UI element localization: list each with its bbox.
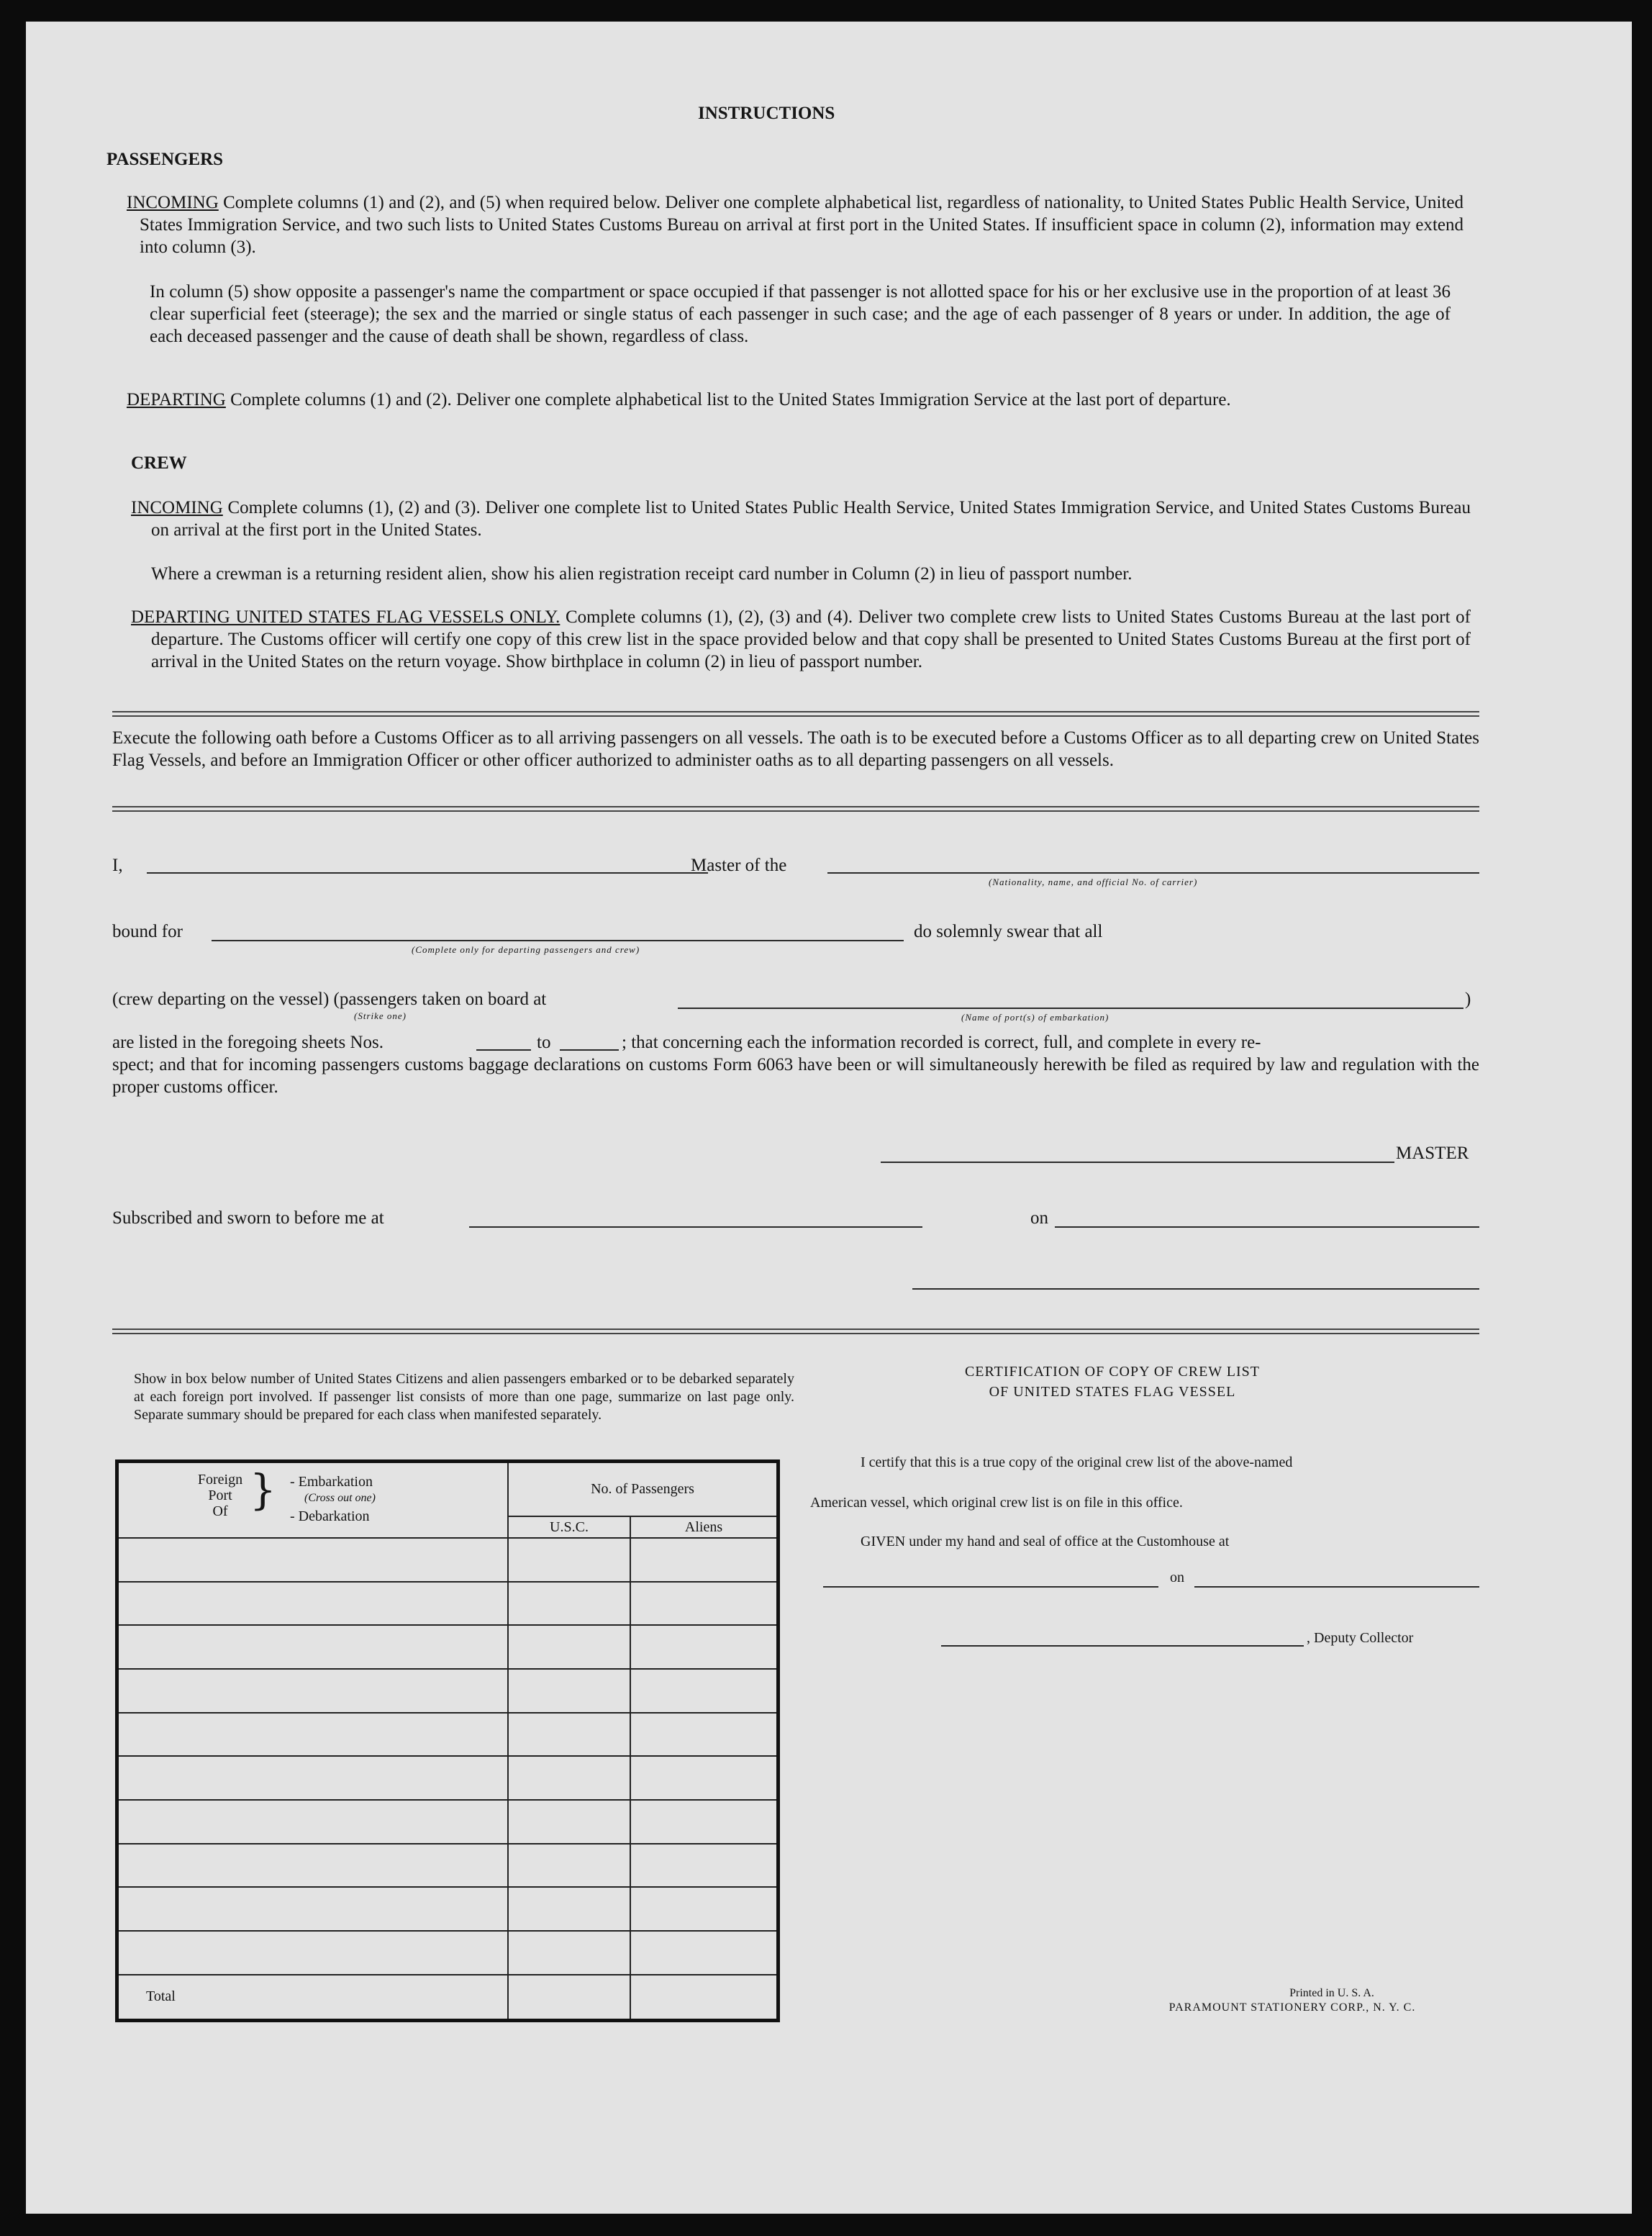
table-row <box>117 1582 779 1626</box>
port-cell[interactable] <box>117 1625 509 1669</box>
port-cell[interactable] <box>117 1887 509 1931</box>
customhouse-field[interactable] <box>823 1586 1158 1588</box>
deputy-signature-field[interactable] <box>941 1645 1304 1647</box>
listed-text-c: spect; and that for incoming passengers customs baggage declarations on customs Form 6063 have been or will simultaneously herewith be filed as required by law and regulation with the proper customs officer. <box>112 1055 1479 1097</box>
usc-cell[interactable] <box>508 1756 630 1800</box>
port-label: Port <box>208 1488 232 1503</box>
summary-instructions: Show in box below number of United States Citizens and alien passengers embarked or to be debarked separately at each foreign port involved. If passenger list consists of more than one page, summarize on last page only. Separate summary should be prepared for each class when manifested separately. <box>134 1371 794 1423</box>
usc-total-cell[interactable] <box>508 1975 630 2021</box>
usc-cell[interactable] <box>508 1844 630 1888</box>
certification-date-field[interactable] <box>1194 1586 1479 1588</box>
oath-i-label: I, <box>112 856 123 875</box>
of-label: Of <box>212 1503 228 1519</box>
crew-departing-label: DEPARTING UNITED STATES FLAG VESSELS ONLY. <box>131 607 560 627</box>
usc-cell[interactable] <box>508 1713 630 1757</box>
aliens-cell[interactable] <box>630 1844 779 1888</box>
passengers-incoming-section <box>127 191 1463 258</box>
listed-text-b: ; that concerning each the information recorded is correct, full, and complete in every re- <box>622 1033 1261 1052</box>
port-cell[interactable] <box>117 1713 509 1757</box>
table-row <box>117 1887 779 1931</box>
total-label: Total <box>117 1975 509 2021</box>
table-header-row <box>117 1462 779 1517</box>
port-cell[interactable] <box>117 1800 509 1844</box>
aliens-cell[interactable] <box>630 1582 779 1626</box>
port-cell[interactable] <box>117 1582 509 1626</box>
carrier-field[interactable] <box>827 872 1479 874</box>
certification-title-2: OF UNITED STATES FLAG VESSEL <box>989 1384 1236 1400</box>
master-label: MASTER <box>1396 1144 1469 1163</box>
debarkation-label: - Debarkation <box>290 1508 370 1524</box>
crew-incoming-label: INCOMING <box>131 498 223 517</box>
bound-for-field[interactable] <box>212 940 904 941</box>
table-row <box>117 1756 779 1800</box>
aliens-header: Aliens <box>630 1516 779 1538</box>
passengers-departing-text: Complete columns (1) and (2). Deliver one complete alphabetical list to the United States Immigration Service at the last port of departure. <box>230 390 1231 409</box>
certification-on-label: on <box>1170 1570 1184 1585</box>
port-cell[interactable] <box>117 1931 509 1975</box>
usc-cell[interactable] <box>508 1800 630 1844</box>
sworn-date-field[interactable] <box>1055 1226 1479 1228</box>
carrier-hint: (Nationality, name, and official No. of carrier) <box>989 877 1198 887</box>
divider <box>112 1329 1479 1334</box>
usc-header: U.S.C. <box>508 1516 630 1538</box>
certify-line-2: American vessel, which original crew list is on file in this office. <box>810 1495 1183 1511</box>
divider <box>112 711 1479 717</box>
usc-cell[interactable] <box>508 1538 630 1582</box>
total-row <box>117 1975 779 2021</box>
passenger-summary-table <box>115 1459 780 2022</box>
strike-one-hint: (Strike one) <box>354 1010 407 1021</box>
aliens-cell[interactable] <box>630 1931 779 1975</box>
aliens-cell[interactable] <box>630 1713 779 1757</box>
master-of-the-label: Master of the <box>691 856 787 875</box>
crew-departing-section <box>131 606 1471 673</box>
port-cell[interactable] <box>117 1756 509 1800</box>
passengers-departing-section <box>127 389 1463 411</box>
sworn-on-label: on <box>1030 1208 1048 1228</box>
aliens-cell[interactable] <box>630 1887 779 1931</box>
aliens-total-cell[interactable] <box>630 1975 779 2021</box>
subscribed-label: Subscribed and sworn to before me at <box>112 1208 384 1228</box>
master-name-field[interactable] <box>147 872 708 874</box>
table-row <box>117 1844 779 1888</box>
crew-heading: CREW <box>131 453 187 473</box>
listed-text-a: are listed in the foregoing sheets Nos. <box>112 1033 384 1052</box>
close-paren: ) <box>1465 990 1471 1009</box>
certification-title-1: CERTIFICATION OF COPY OF CREW LIST <box>964 1364 1261 1380</box>
foreign-label: Foreign <box>197 1472 243 1488</box>
crew-incoming-text: Complete columns (1), (2) and (3). Deliver one complete list to United States Public Health Service, United States Immigration Service, and United States Customs Bureau on arrival at the first port in the United States. <box>151 498 1471 540</box>
usc-cell[interactable] <box>508 1931 630 1975</box>
usc-cell[interactable] <box>508 1887 630 1931</box>
table-row <box>117 1800 779 1844</box>
embarkation-ports-field[interactable] <box>678 1008 1463 1009</box>
aliens-cell[interactable] <box>630 1800 779 1844</box>
deputy-collector-label: , Deputy Collector <box>1307 1630 1414 1646</box>
passengers-heading: PASSENGERS <box>106 150 224 169</box>
table-row <box>117 1625 779 1669</box>
ports-hint: (Name of port(s) of embarkation) <box>961 1012 1109 1023</box>
usc-cell[interactable] <box>508 1582 630 1626</box>
table-row <box>117 1669 779 1713</box>
given-line: GIVEN under my hand and seal of office at the Customhouse at <box>861 1534 1230 1549</box>
table-row <box>117 1538 779 1582</box>
swear-text: do solemnly swear that all <box>914 922 1103 941</box>
port-cell[interactable] <box>117 1669 509 1713</box>
port-cell[interactable] <box>117 1538 509 1582</box>
passengers-incoming-label: INCOMING <box>127 193 219 212</box>
bound-for-hint: (Complete only for departing passengers and crew) <box>412 944 640 955</box>
sheet-to-field[interactable] <box>560 1049 619 1051</box>
usc-cell[interactable] <box>508 1669 630 1713</box>
printer-name: PARAMOUNT STATIONERY CORP., N. Y. C. <box>1168 2001 1416 2014</box>
passengers-column5-text: In column (5) show opposite a passenger's name the compartment or space occupied if that passenger is not allotted space for his or her exclusive use in the proportion of at least 36 clear superficial feet (steerage); the sex and the married or single status of each passenger in such case; and the age of each passenger of 8 years or under. In addition, the age of each deceased passenger and the cause of death shall be shown, regardless of class. <box>150 282 1451 346</box>
printer-imprint <box>1105 1986 1479 2015</box>
embarkation-label: - Embarkation <box>290 1474 373 1490</box>
officer-signature-field[interactable] <box>912 1288 1479 1290</box>
crew-incoming-section <box>131 497 1471 541</box>
aliens-cell[interactable] <box>630 1538 779 1582</box>
cross-out-one-label: (Cross out one) <box>304 1492 376 1504</box>
aliens-cell[interactable] <box>630 1756 779 1800</box>
printed-in-usa: Printed in U. S. A. <box>1289 1987 1374 1999</box>
crew-resident-text: Where a crewman is a returning resident alien, show his alien registration receipt card number in Column (2) in lieu of passport number. <box>151 564 1133 584</box>
sheet-from-field[interactable] <box>476 1049 531 1051</box>
brace-icon: } <box>250 1465 276 1514</box>
certify-line-1: I certify that this is a true copy of the original crew list of the above-named <box>861 1454 1293 1470</box>
form-page <box>26 22 1632 2214</box>
passengers-incoming-text: Complete columns (1) and (2), and (5) when required below. Deliver one complete alphabetical list, regardless of nationality, to United States Public Health Service, United States Immigration Service, and two such lists to United States Customs Bureau on arrival at first port in the United States. If insufficient space in column (2), information may extend into column (3). <box>140 193 1464 257</box>
passengers-departing-label: DEPARTING <box>127 390 226 409</box>
crew-departing-text: Complete columns (1), (2), (3) and (4). Deliver two complete crew lists to United States Customs Bureau at the last port of departure. The Customs officer will certify one copy of this crew list in the space provided below and that copy shall be presented to United States Customs Bureau at the first port of arrival in the United States on the return voyage. Show birthplace in column (2) in lieu of passport number. <box>151 607 1471 671</box>
bound-for-label: bound for <box>112 922 183 941</box>
no-of-passengers-header: No. of Passengers <box>508 1462 779 1517</box>
crew-passengers-strike-text: (crew departing on the vessel) (passengers taken on board at <box>112 990 547 1009</box>
oath-intro: Execute the following oath before a Customs Officer as to all arriving passengers on all vessels. The oath is to be executed before a Customs Officer as to all departing crew on United States Flag Vessels, and before an Immigration Officer or other officer authorized to administer oaths as to all departing passengers on all vessels. <box>112 728 1479 770</box>
port-cell[interactable] <box>117 1844 509 1888</box>
table-row <box>117 1713 779 1757</box>
aliens-cell[interactable] <box>630 1625 779 1669</box>
sworn-place-field[interactable] <box>469 1226 922 1228</box>
divider <box>112 806 1479 812</box>
page-title: INSTRUCTIONS <box>698 104 835 123</box>
aliens-cell[interactable] <box>630 1669 779 1713</box>
port-header-cell <box>117 1462 509 1538</box>
listed-to-label: to <box>537 1033 551 1052</box>
usc-cell[interactable] <box>508 1625 630 1669</box>
table-row <box>117 1931 779 1975</box>
master-signature-field[interactable] <box>881 1162 1394 1163</box>
